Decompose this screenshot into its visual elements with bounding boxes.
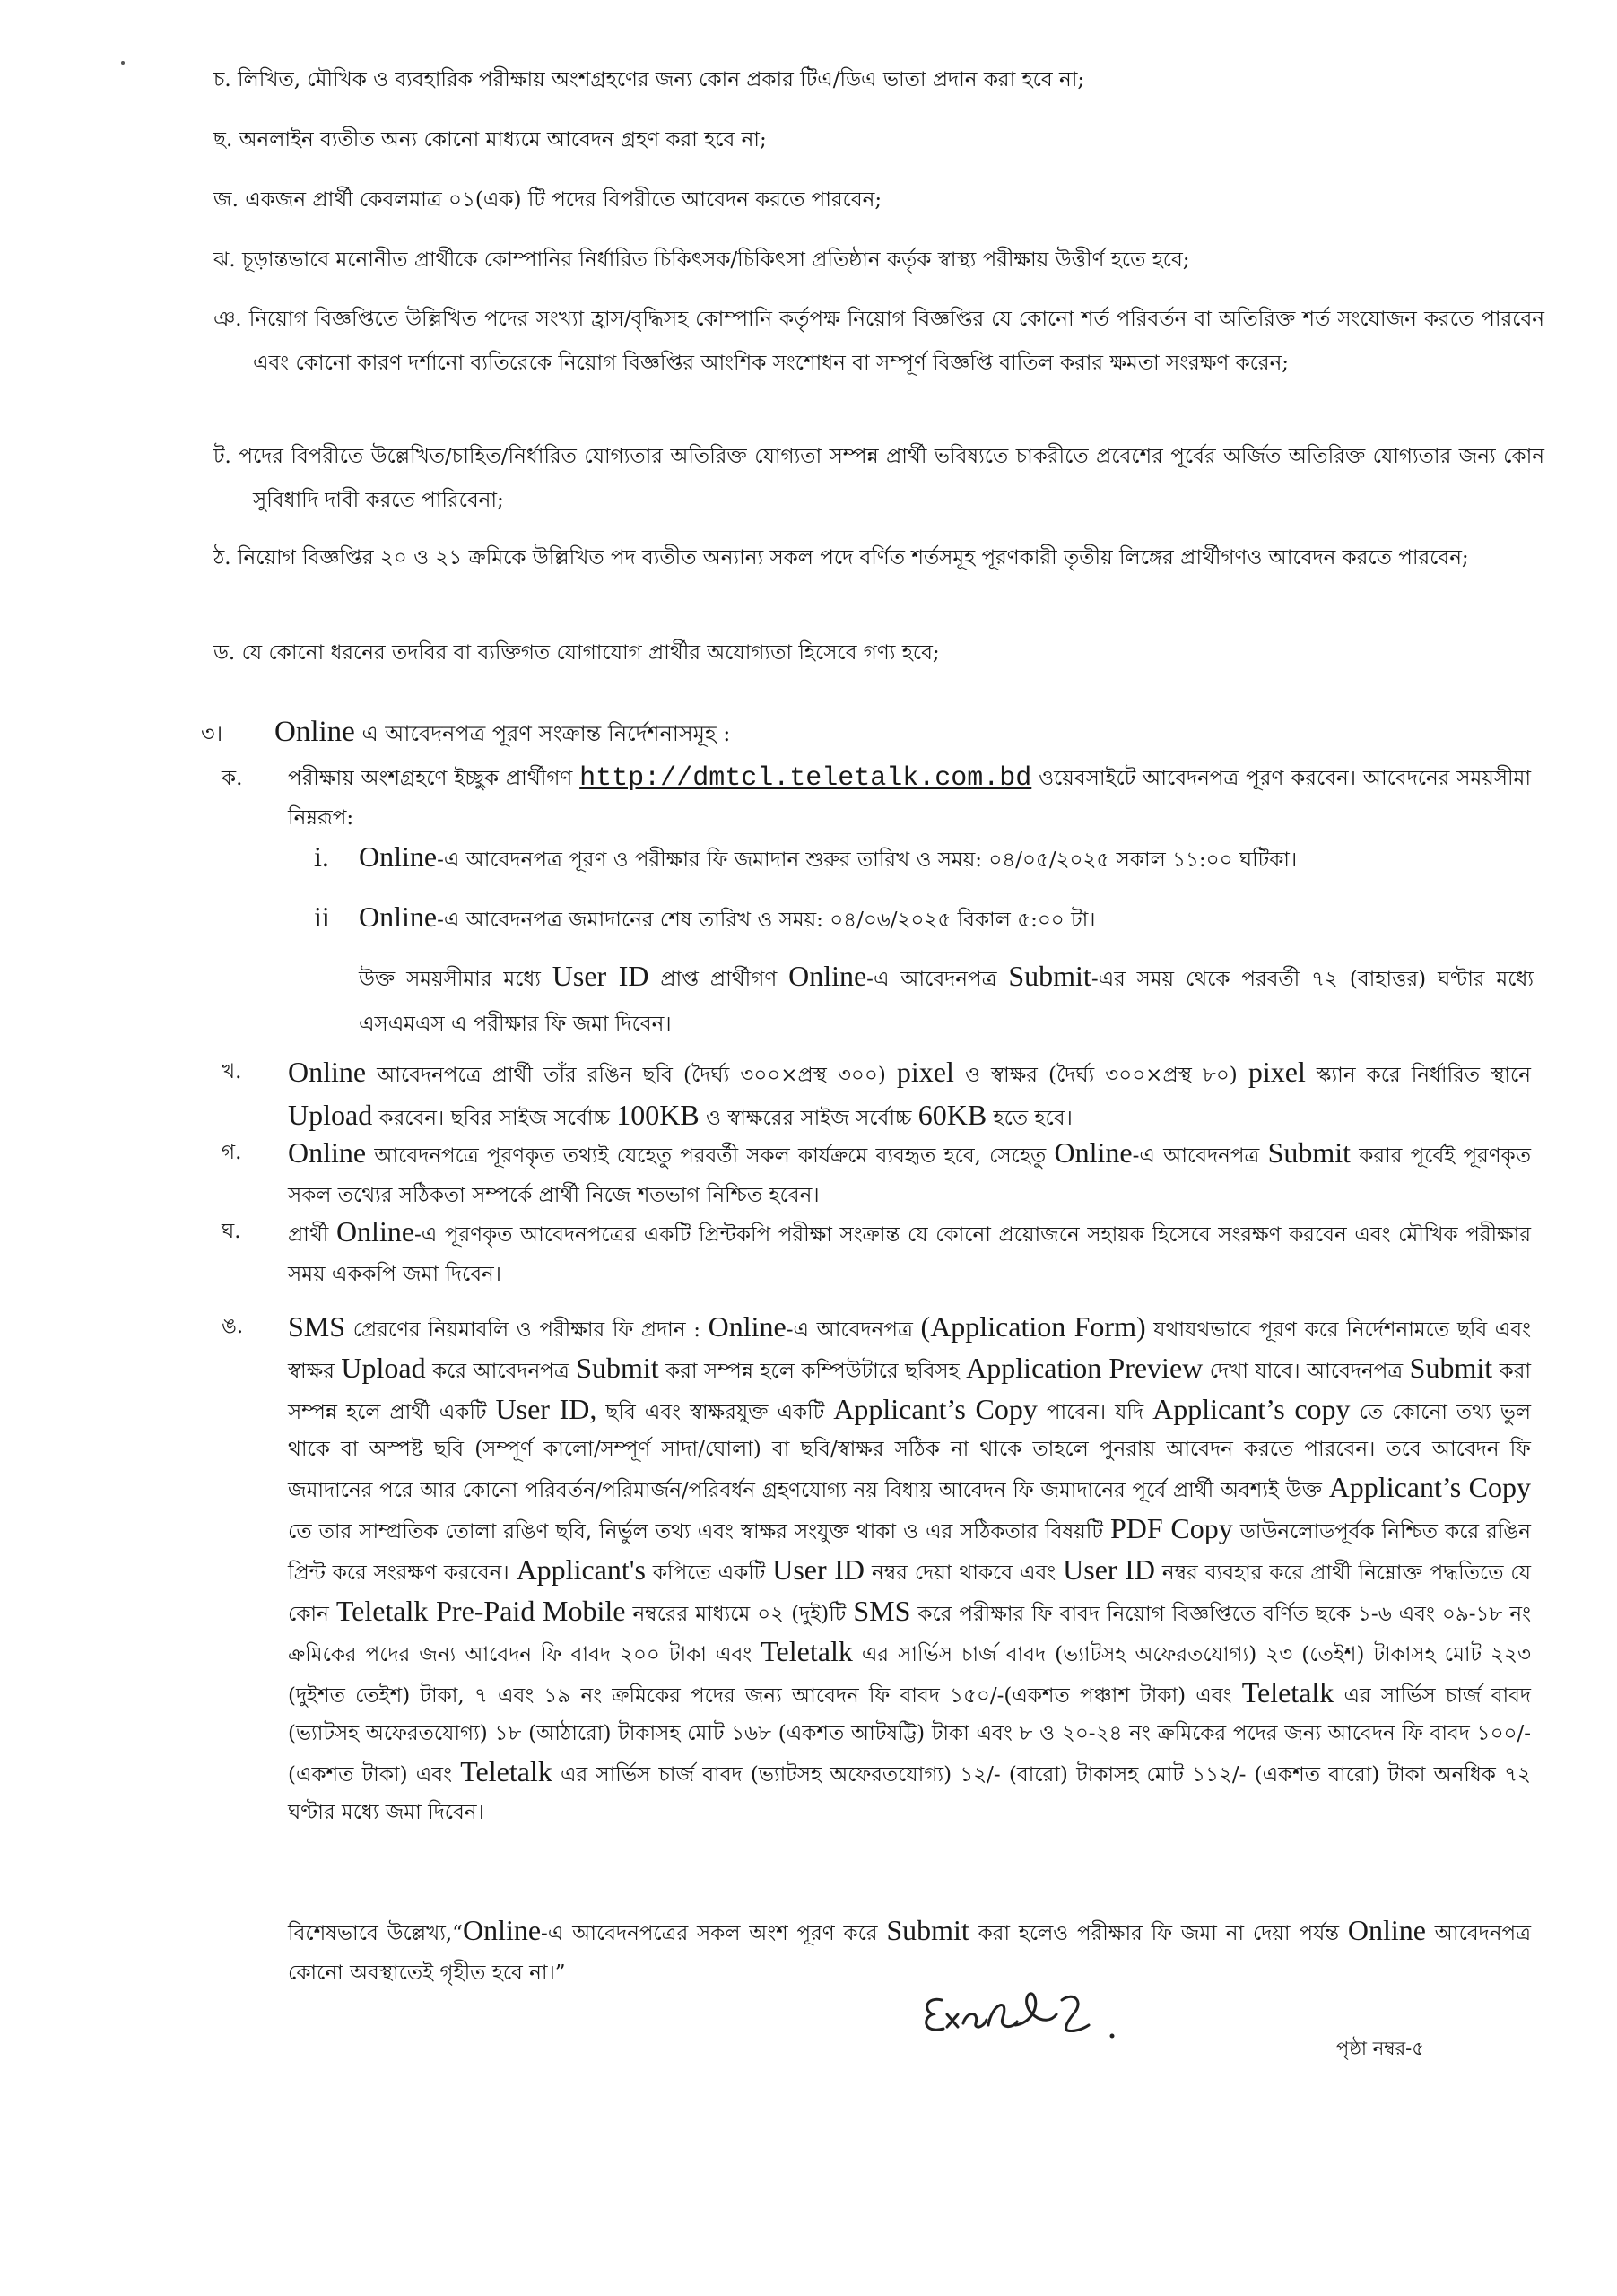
subitem-ii: ii Online-এ আবেদনপত্র জমাদানের শেষ তারিখ ও সময়: ০৪/০৬/২০২৫ বিকাল ৫:০০ টা। (314, 897, 1516, 940)
clause-text: পদের বিপরীতে উল্লেখিত/চাহিত/নির্ধারিত যোগ্যতার অতিরিক্ত যোগ্যতা সম্পন্ন প্রার্থী ভবিষ্যতে চাকরীতে প্রবেশের পূর্বের অর্জিত অতিরিক্ত যোগ্যতার জন্য কোন সুবিধাদি দাবী করতে পারিবেনা; (239, 445, 1545, 512)
item-label: ক. (222, 767, 243, 790)
clause-mark: জ. (213, 188, 239, 212)
clause-mark: ট. (213, 445, 231, 468)
subitem-i: i. Online-এ আবেদনপত্র পূরণ ও পরীক্ষার ফি জমাদান শুরুর তারিখ ও সময়: ০৪/০৫/২০২৫ সকাল ১১:০০ ঘটিকা। (314, 837, 1516, 880)
clause-text: লিখিত, মৌখিক ও ব্যবহারিক পরীক্ষায় অংশগ্রহণের জন্য কোন প্রকার টিএ/ডিএ ভাতা প্রদান করা হবে না; (238, 68, 1085, 91)
page-number: পৃষ্ঠা নম্বর-৫ (1336, 2038, 1424, 2059)
clause-text: অনলাইন ব্যতীত অন্য কোনো মাধ্যমে আবেদন গ্রহণ করা হবে না; (239, 128, 767, 152)
clause-dda (213, 631, 1505, 675)
clause-mark: ঞ. (213, 308, 242, 331)
subitem-number: ii (314, 900, 330, 933)
clause-cha (213, 58, 1505, 102)
signature (917, 1970, 1132, 2050)
item-label: ঘ. (222, 1220, 241, 1243)
item-label: খ. (222, 1060, 242, 1083)
clause-mark: চ. (213, 68, 231, 91)
heading-online: Online (274, 716, 355, 748)
item-label: গ. (222, 1141, 242, 1164)
clause-text: যে কোনো ধরনের তদবির বা ব্যক্তিগত যোগাযোগ প্রার্থীর অযোগ্যতা হিসেবে গণ্য হবে; (241, 641, 940, 665)
item-label: ঙ. (222, 1315, 244, 1338)
clause-mark: ছ. (213, 128, 233, 152)
clause-text: নিয়োগ বিজ্ঞপ্তিতে উল্লিখিত পদের সংখ্যা হ্রাস/বৃদ্ধিসহ কোম্পানি কর্তৃপক্ষ নিয়োগ বিজ্ঞপ্তির যে কোনো শর্ত পরিবর্তন বা অতিরিক্ত শর্ত সংযোজন করতে পারবেন এবং কোনো কারণ দর্শানো ব্যতিরেকে নিয়োগ বিজ্ঞপ্তির আংশিক সংশোধন বা সম্পূর্ণ বিজ্ঞপ্তি বাতিল করার ক্ষমতা সংরক্ষণ করেন; (248, 308, 1544, 375)
item-body: Online আবেদনপত্রে পূরণকৃত তথ্যই যেহেতু পরবর্তী সকল কার্যক্রমে ব্যবহৃত হবে, সেহেতু Online-এ আবেদনপত্র Submit করার পূর্বেই পূরণকৃত সকল তথ্যের সঠিকতা সম্পর্কে প্রার্থী নিজে শতভাগ নিশ্চিত হবেন। (288, 1136, 1531, 1207)
clause-jha (213, 239, 1505, 283)
section-number: ৩। (201, 721, 223, 746)
scan-speck (121, 61, 125, 65)
clause-ja (213, 178, 1505, 222)
clause-nya (213, 298, 1544, 386)
clause-tta (213, 435, 1544, 523)
item-body: পরীক্ষায় অংশগ্রহণে ইচ্ছুক প্রার্থীগণ http://dmtcl.teletalk.com.bd ওয়েবসাইটে আবেদনপত্র পূরণ করবেন। আবেদনের সময়সীমা নিম্নরূপ: (288, 763, 1531, 830)
special-note: বিশেষভাবে উল্লেখ্য,“Online-এ আবেদনপত্রের সকল অংশ পূরণ করে Submit করা হলেও পরীক্ষার ফি জমা না দেয়া পর্যন্ত Online আবেদনপত্র কোনো অবস্থাতেই গৃহীত হবে না।” (288, 1914, 1531, 1985)
heading-text: এ আবেদনপত্র পূরণ সংক্রান্ত নির্দেশনাসমূহ : (361, 721, 731, 746)
item-body: SMS প্রেরণের নিয়মাবলি ও পরীক্ষার ফি প্রদান : Online-এ আবেদনপত্র (Application Form) যথাযথভাবে পূরণ করে নির্দেশনামতে ছবি এবং স্বাক্ষর Upload করে আবেদনপত্র Submit করা সম্পন্ন হলে কম্পিউটারে ছবিসহ Application Preview দেখা যাবে। আবেদনপত্র Submit করা সম্পন্ন হলে প্রার্থী একটি User ID, ছবি এবং স্বাক্ষরযুক্ত একটি Applicant’s Copy পাবেন। যদি Applicant’s copy তে কোনো তথ্য ভুল থাকে বা অস্পষ্ট ছবি (সম্পূর্ণ কালো/সম্পূর্ণ সাদা/ঘোলা) বা ছবি/স্বাক্ষর সঠিক না থাকে তাহলে পুনরায় আবেদন করতে পারবেন। তবে আবেদন ফি জমাদানের পরে আর কোনো পরিবর্তন/পরিমার্জন/পরিবর্ধন গ্রহণযোগ্য নয় বিধায় আবেদন ফি জমাদানের পূর্বে প্রার্থী অবশ্যই উক্ত Applicant’s Copy তে তার সাম্প্রতিক তোলা রঙিণ ছবি, নির্ভুল তথ্য এবং স্বাক্ষর সংযুক্ত থাকা ও এর সঠিকতার বিষয়টি PDF Copy ডাউনলোডপূর্বক নিশ্চিত করে রঙিন প্রিন্ট করে সংরক্ষণ করবেন। Applicant's কপিতে একটি User ID নম্বর দেয়া থাকবে এবং User ID নম্বর ব্যবহার করে প্রার্থী নিম্নোক্ত পদ্ধতিতে যে কোন Teletalk Pre-Paid Mobile নম্বরের মাধ্যমে ০২ (দুই)টি SMS করে পরীক্ষার ফি বাবদ নিয়োগ বিজ্ঞপ্তিতে বর্ণিত ছকে ১-৬ এবং ০৯-১৮ নং ক্রমিকের পদের জন্য আবেদন ফি বাবদ ২০০ টাকা এবং Teletalk এর সার্ভিস চার্জ বাবদ (ভ্যাটসহ অফেরতযোগ্য) ২৩ (তেইশ) টাকাসহ মোট ২২৩ (দুইশত তেইশ) টাকা, ৭ এবং ১৯ নং ক্রমিকের পদের জন্য আবেদন ফি বাবদ ১৫০/-(একশত পঞ্চাশ টাকা) এবং Teletalk এর সার্ভিস চার্জ বাবদ (ভ্যাটসহ অফেরতযোগ্য) ১৮ (আঠারো) টাকাসহ মোট ১৬৮ (একশত আটষট্টি) টাকা এবং ৮ ও ২০-২৪ নং ক্রমিকের পদের জন্য আবেদন ফি বাবদ ১০০/-(একশত টাকা) এবং Teletalk এর সার্ভিস চার্জ বাবদ (ভ্যাটসহ অফেরতযোগ্য) ১২/- (বারো) টাকাসহ মোট ১১২/- (একশত বারো) টাকা অনধিক ৭২ ঘণ্টার মধ্যে জমা দিবেন। (288, 1310, 1532, 1824)
clause-text: নিয়োগ বিজ্ঞপ্তির ২০ ও ২১ ক্রমিকে উল্লিখিত পদ ব্যতীত অন্যান্য সকল পদে বর্ণিত শর্তসমূহ পূরণকারী তৃতীয় লিঙ্গের প্রার্থীগণও আবেদন করতে পারবেন; (237, 546, 1469, 570)
clause-text: একজন প্রার্থী কেবলমাত্র ০১(এক) টি পদের বিপরীতে আবেদন করতে পারবেন; (245, 188, 882, 212)
website-link[interactable]: http://dmtcl.teletalk.com.bd (579, 763, 1032, 794)
subitem-number: i. (314, 840, 329, 873)
clause-text: চূড়ান্তভাবে মনোনীত প্রার্থীকে কোম্পানির নির্ধারিত চিকিৎসক/চিকিৎসা প্রতিষ্ঠান কর্তৃক স্বাস্থ্য পরীক্ষায় উত্তীর্ণ হতে হবে; (242, 248, 1190, 272)
clause-mark: ঝ. (213, 248, 236, 272)
clause-mark: ঠ. (213, 546, 231, 570)
section-heading (201, 714, 730, 752)
deadline-note: উক্ত সময়সীমার মধ্যে User ID প্রাপ্ত প্রার্থীগণ Online-এ আবেদনপত্র Submit-এর সময় থেকে পরবর্তী ৭২ (বাহাত্তর) ঘণ্টার মধ্যে এসএমএস এ পরীক্ষার ফি জমা দিবেন। (359, 960, 1534, 1036)
item-body: Online আবেদনপত্রে প্রার্থী তাঁর রঙিন ছবি (দৈর্ঘ্য ৩০০×প্রস্থ ৩০০) pixel ও স্বাক্ষর (দৈর্ঘ্য ৩০০×প্রস্থ ৮০) pixel স্ক্যান করে নির্ধারিত স্থানে Upload করবেন। ছবির সাইজ সর্বোচ্চ 100KB ও স্বাক্ষরের সাইজ সর্বোচ্চ 60KB হতে হবে। (288, 1056, 1532, 1131)
clause-ttha (213, 536, 1544, 580)
clause-chha (213, 118, 1505, 162)
item-body: প্রার্থী Online-এ পূরণকৃত আবেদনপত্রের একটি প্রিন্টকপি পরীক্ষা সংক্রান্ত যে কোনো প্রয়োজনে সহায়ক হিসেবে সংরক্ষণ করবেন এবং মৌখিক পরীক্ষার সময় এককপি জমা দিবেন। (288, 1215, 1532, 1286)
clause-mark: ড. (213, 641, 236, 665)
